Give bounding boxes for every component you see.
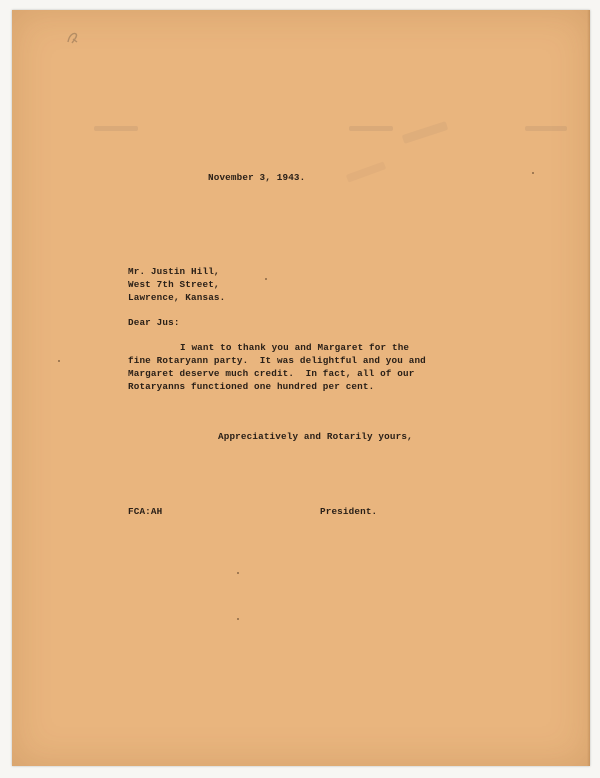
address-line-name: Mr. Justin Hill, bbox=[128, 266, 220, 277]
letter-sheet bbox=[12, 10, 590, 766]
address-line-street: West 7th Street, bbox=[128, 279, 220, 290]
faint-smudge bbox=[402, 121, 449, 144]
complimentary-closing: Appreciatively and Rotarily yours, bbox=[218, 431, 413, 442]
paper-speck bbox=[237, 618, 239, 620]
paper-speck bbox=[265, 278, 267, 280]
paper-speck bbox=[532, 172, 534, 174]
body-line: Margaret deserve much credit. In fact, all of our bbox=[128, 368, 415, 379]
salutation: Dear Jus: bbox=[128, 317, 180, 328]
faint-offset-mark bbox=[525, 126, 567, 131]
signature-title: President. bbox=[320, 506, 378, 517]
address-line-city: Lawrence, Kansas. bbox=[128, 292, 226, 303]
faint-smudge bbox=[346, 161, 386, 182]
paper-speck bbox=[58, 360, 60, 362]
paper-speck bbox=[237, 572, 239, 574]
reference-initials: FCA:AH bbox=[128, 506, 163, 517]
body-line: I want to thank you and Margaret for the bbox=[180, 342, 410, 353]
faint-offset-mark bbox=[94, 126, 138, 131]
body-line: Rotaryanns functioned one hundred per cent. bbox=[128, 381, 375, 392]
body-line: fine Rotaryann party. It was delightful and you and bbox=[128, 355, 426, 366]
sheet-edge-shadow bbox=[587, 10, 590, 766]
pencil-mark-icon bbox=[64, 28, 82, 48]
faint-offset-mark bbox=[349, 126, 393, 131]
letter-date: November 3, 1943. bbox=[208, 172, 306, 183]
